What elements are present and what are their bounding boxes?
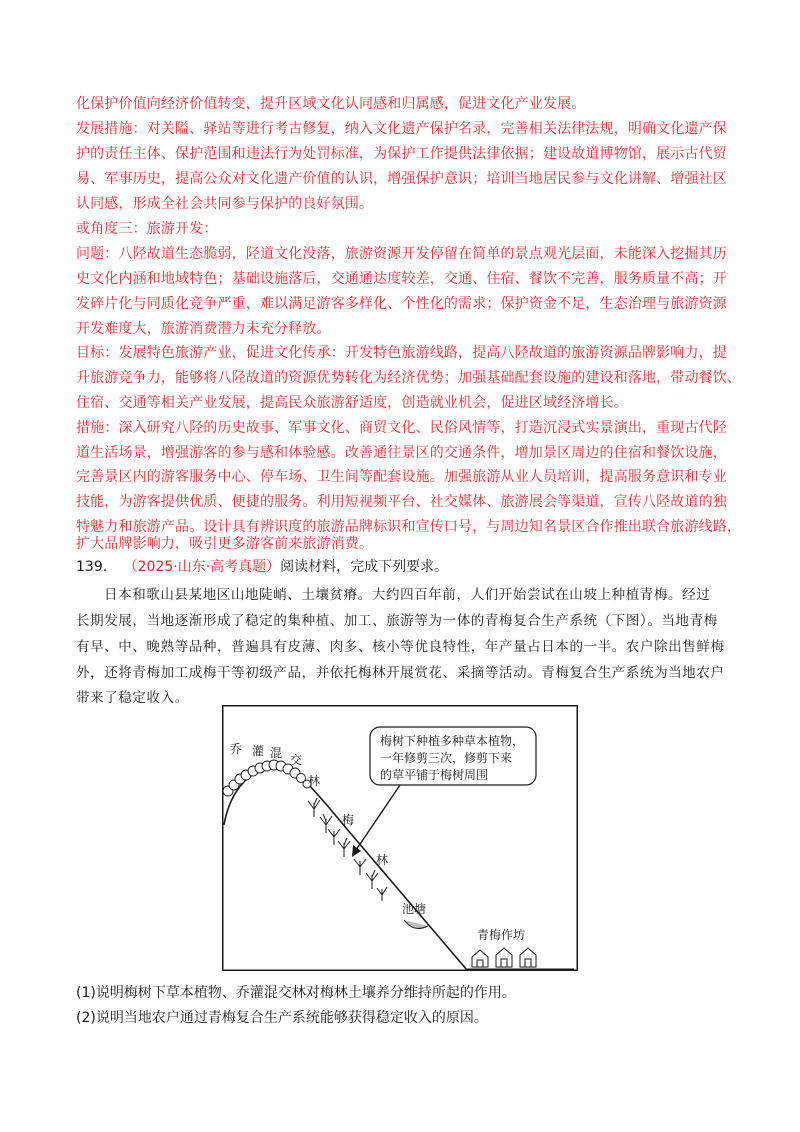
callout-line: 的草平铺于梅树周围	[380, 768, 489, 782]
answer-line: 化保护价值向经济价值转变，提升区域文化认同感和归属感，促进文化产业发展。	[76, 96, 586, 112]
answer-line: 护的责任主体、保护范围和违法行为处罚标准，为保护工作提供法律依据；建设故道博物馆，展示古代贸	[76, 146, 727, 162]
answer-line: 发展措施：对关隘、驿站等进行考古修复，纳入文化遗产保护名录，完善相关法律法规，明确文化遗产保	[76, 121, 727, 137]
plum-label: 梅	[342, 813, 355, 827]
answer-line: 目标：发展特色旅游产业，促进文化传承：开发特色旅游线路，提高八陉故道的旅游资源品牌影响力，提	[76, 345, 727, 361]
plum-label: 林	[376, 853, 389, 867]
sub-question-2: (2)说明当地农户通过青梅复合生产系统能够获得稳定收入的原因。	[76, 1010, 488, 1026]
answer-line: 问题：八陉故道生态脆弱，陉道文化没落，旅游资源开发停留在简单的景点观光层面，未能深入挖掘其历	[76, 246, 727, 262]
answer-line: 认同感，形成全社会共同参与保护的良好氛围。	[76, 196, 374, 212]
answer-line: 易、军事历史，提高公众对文化遗产价值的认识，增强保护意识；培训当地居民参与文化讲解、增强社区	[76, 171, 727, 187]
answer-line: 住宿、交通等相关产业发展，提高民众旅游舒适度，创造就业机会，促进区域经济增长。	[76, 395, 628, 411]
forest-label: 林	[308, 774, 321, 788]
forest-label: 乔	[230, 742, 243, 756]
forest-label: 灌	[252, 744, 265, 758]
pond-label: 池塘	[402, 902, 427, 916]
answer-line: 扩大品牌影响力，吸引更多游客前来旅游消费。	[76, 536, 374, 552]
material-line: 日本和歌山县某地区山地陡峭、土壤贫瘠。大约四百年前，人们开始尝试在山坡上种植青梅。经过	[104, 587, 711, 603]
question-source: （2025·山东·高考真题）	[123, 559, 281, 575]
forest-label: 混	[270, 746, 283, 760]
answer-line: 完善景区内的游客服务中心、停车场、卫生间等配套设施。加强旅游从业人员培训，提高服务意识和专业	[76, 469, 727, 485]
callout-line: 一年修剪三次，修剪下来	[380, 751, 513, 765]
answer-line: 措施：深入研究八陉的历史故事、军事文化、商贸文化、民俗风情等，打造沉浸式实景演出，重现古代陉	[76, 420, 727, 436]
question-instruction: 阅读材料，完成下列要求。	[280, 559, 449, 575]
answer-line: 技能，为游客提供优质、便捷的服务。利用短视频平台、社交媒体、旅游展会等渠道，宣传八陉故道的独	[76, 494, 727, 510]
material-line: 外，还将青梅加工成梅干等初级产品，并依托梅林开展赏花、采摘等活动。青梅复合生产系统为当地农户	[76, 665, 725, 681]
callout-line: 梅树下种植多种草本植物，	[380, 734, 525, 748]
answer-line: 或角度三：旅游开发：	[76, 221, 218, 237]
answer-line: 开发难度大，旅游消费潜力未充分释放。	[76, 321, 331, 337]
question-header	[76, 558, 448, 577]
workshop-label: 青梅作坊	[477, 928, 526, 942]
question-number: 139.	[76, 559, 108, 575]
answer-line: 特魅力和旅游产品。设计具有辨识度的旅游品牌标识和宣传口号，与周边知名景区合作推出联合旅游线路，	[76, 519, 742, 535]
forest-label: 交	[290, 753, 303, 767]
plum-system-diagram	[222, 705, 578, 971]
material-line: 长期发展，当地逐渐形成了稳定的集种植、加工、旅游等为一体的青梅复合生产系统（下图）。当地青梅	[76, 613, 718, 629]
answer-line: 发碎片化与同质化竞争严重，难以满足游客多样化、个性化的需求；保护资金不足，生态治理与旅游资源	[76, 296, 727, 312]
answer-line: 史文化内涵和地域特色；基础设施落后，交通通达度较差，交通、住宿、餐饮不完善，服务质量不高；开	[76, 271, 727, 287]
material-line: 有早、中、晚熟等品种，普遍具有皮薄、肉多、核小等优良特性，年产量占日本的一半。农户除出售鲜梅	[76, 639, 725, 655]
material-line: 带来了稳定收入。	[76, 690, 189, 706]
callout-box	[370, 727, 536, 785]
sub-question-1: (1)说明梅树下草本植物、乔灌混交林对梅林土壤养分维持所起的作用。	[76, 985, 516, 1001]
answer-line: 道生活场景，增强游客的参与感和体验感。改善通往景区的交通条件，增加景区周边的住宿和餐饮设施，	[76, 445, 727, 461]
answer-line: 升旅游竞争力，能够将八陉故道的资源优势转化为经济优势；加强基础配套设施的建设和落地，带动餐饮、	[76, 370, 742, 386]
workshop-hut-icons	[472, 948, 536, 967]
